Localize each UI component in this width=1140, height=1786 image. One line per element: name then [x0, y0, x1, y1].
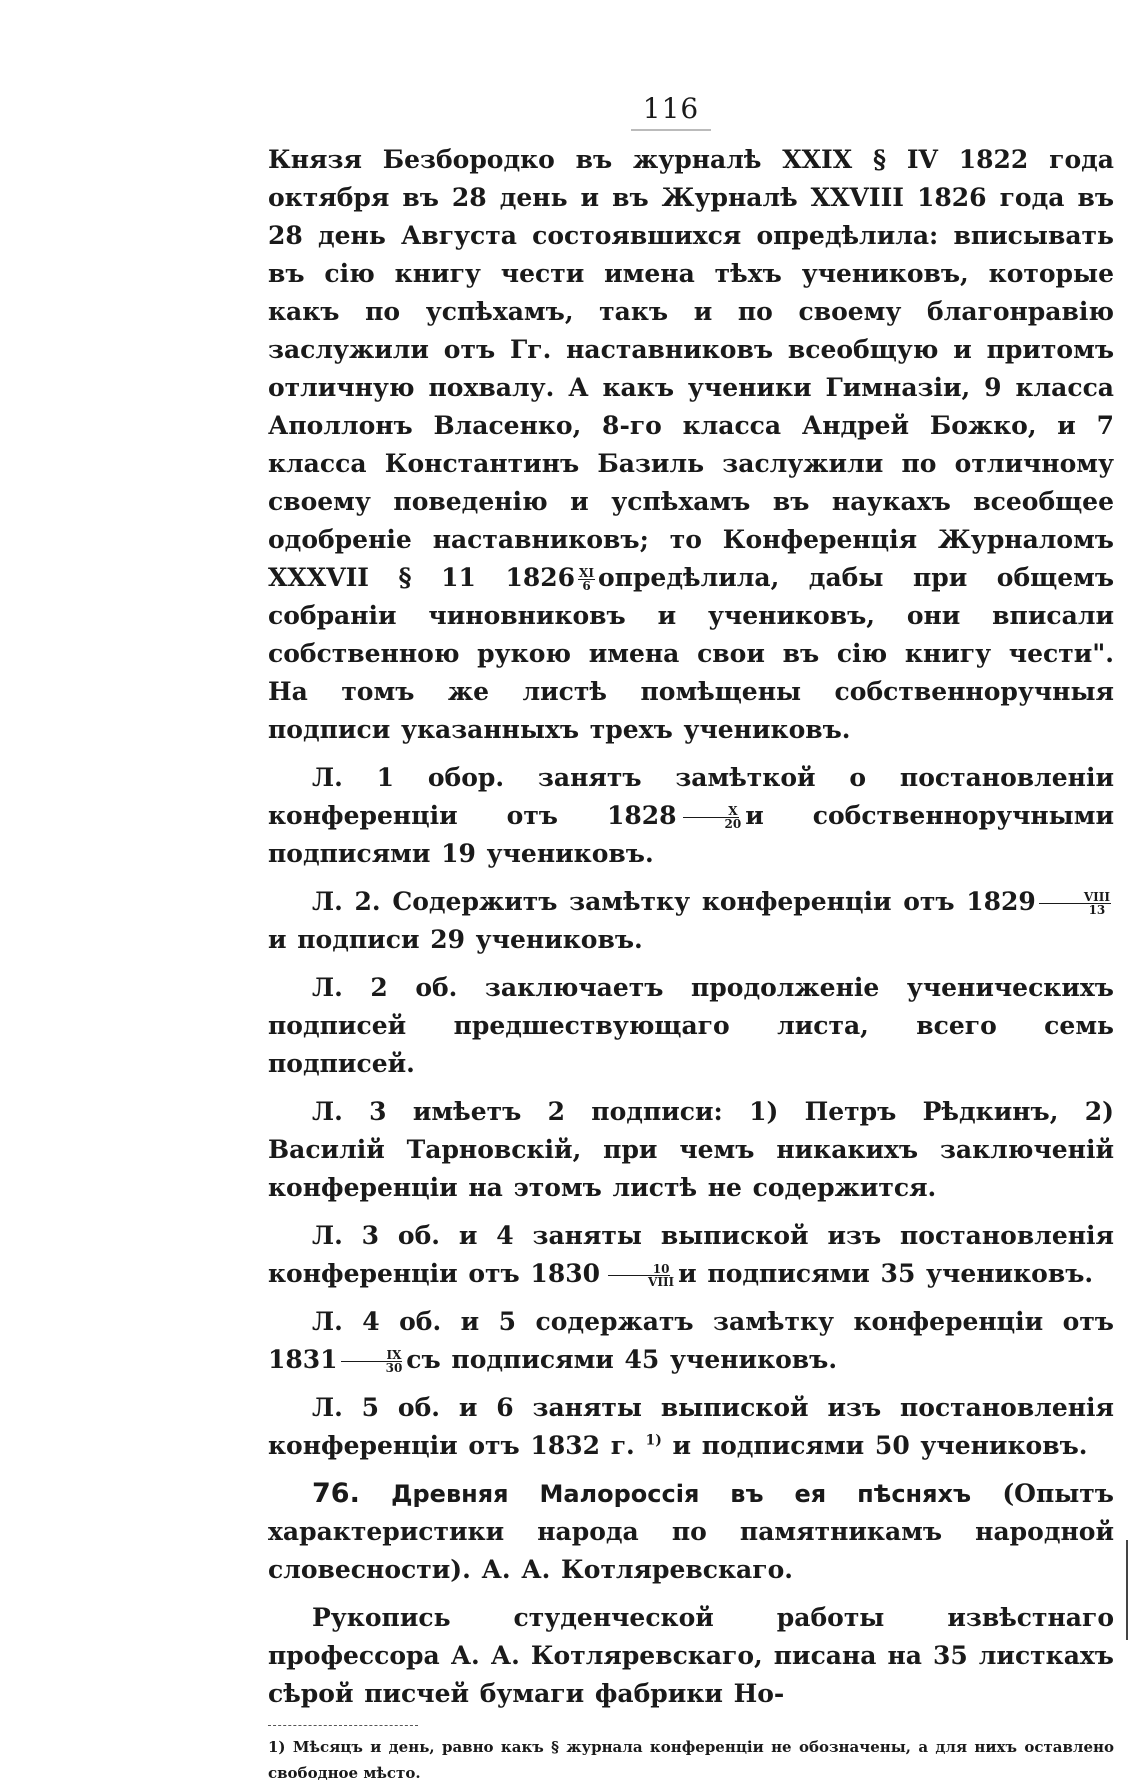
footnote-text: Мѣсяцъ и день, равно какъ § журнала конференціи не обозначены, а для нихъ оставлено свободное мѣсто.	[268, 1738, 1114, 1782]
page-number-rule	[631, 129, 711, 131]
entry-subtitle: (Опытъ характеристики народа по памятникамъ народной словесности). А. А. Котляревскаго.	[268, 1479, 1114, 1584]
paragraph-1: Князя Безбородко въ журналѣ XXIX § IV 1822 года октября въ 28 день и въ Журналѣ XXVIII 1826 года въ 28 день Августа состоявшихся опредѣлила: вписывать въ сію книгу чести имена тѣхъ учениковъ, которые какъ по успѣхамъ, такъ и по своему благонравію заслужили отъ Гг. наставниковъ всеобщую и притомъ отличную похвалу. А какъ ученики Гимназіи, 9 класса Аполлонъ Власенко, 8-го класса Андрей Божко, и 7 класса Константинъ Базиль заслужили по отличному своему поведенію и успѣхамъ въ наукахъ всеобщее одобреніе наставниковъ; то Конференція Журналомъ XXXVII § 11 1826 $\frac{XI}{6}$ опредѣлила, дабы при общемъ собраніи чиновниковъ и учениковъ, они вписали собственною рукою имена свои въ сію книгу чести". На томъ же листѣ помѣщены собственноручныя подписи указанныхъ трехъ учениковъ.	[268, 145, 1114, 744]
footnote-separator	[268, 1725, 418, 1726]
fraction: $\frac{10}{\text{VIII}}$	[603, 1263, 675, 1288]
document-page	[268, 92, 1114, 1786]
leaf-1-ob: Л. 1 обор. занятъ замѣткой о постановленіи конференціи отъ 1828 $\frac{X}{20}$ и собственноручными подписями 19 учениковъ.	[268, 763, 1114, 868]
leaf-3: Л. 3 имѣетъ 2 подписи: 1) Петръ Рѣдкинъ, 2) Василій Тарновскій, при чемъ никакихъ заключеній конференціи на этомъ листѣ не содержится.	[268, 1097, 1114, 1202]
entry-76-heading	[268, 1475, 1114, 1589]
entry-title: Древняя Малороссія въ ея пѣсняхъ	[391, 1480, 972, 1508]
entry-76-body: Рукопись студенческой работы извѣстнаго профессора А. А. Котляревскаго, писана на 35 листкахъ сѣрой писчей бумаги фабрики Но-	[268, 1603, 1114, 1708]
fraction: $\frac{XI}{6}$	[579, 566, 594, 593]
margin-mark	[1126, 1540, 1128, 1640]
fraction: $\frac{\text{VIII}}{13}$	[1039, 891, 1111, 916]
leaf-2: Л. 2. Содержитъ замѣтку конференціи отъ 1829 $\frac{\text{VIII}}{13}$ и подписи 29 учениковъ.	[268, 887, 1110, 954]
page-number: 116	[642, 92, 700, 125]
footnote-mark: 1)	[268, 1738, 286, 1756]
leaf-2-ob: Л. 2 об. заключаетъ продолженіе ученическихъ подписей предшествующаго листа, всего семь подписей.	[268, 973, 1114, 1078]
leaf-3-ob: Л. 3 об. и 4 заняты выпиской изъ постановленія конференціи отъ 1830 $\frac{10}{\text{VIII}}$ и подписями 35 учениковъ.	[268, 1221, 1114, 1289]
footnote	[268, 1734, 1114, 1786]
leaf-5-ob: Л. 5 об. и 6 заняты выпиской изъ постановленія конференціи отъ 1832 г. $^{1)}$ и подписями 50 учениковъ.	[268, 1393, 1114, 1460]
fraction: $\frac{IX}{30}$	[341, 1349, 404, 1374]
footnote-ref: 1)	[645, 1432, 662, 1449]
fraction: $\frac{X}{20}$	[680, 805, 743, 830]
entry-number: 76.	[312, 1478, 360, 1509]
leaf-4-ob: Л. 4 об. и 5 содержатъ замѣтку конференціи отъ 1831 $\frac{IX}{30}$ съ подписями 45 учениковъ.	[268, 1307, 1114, 1375]
